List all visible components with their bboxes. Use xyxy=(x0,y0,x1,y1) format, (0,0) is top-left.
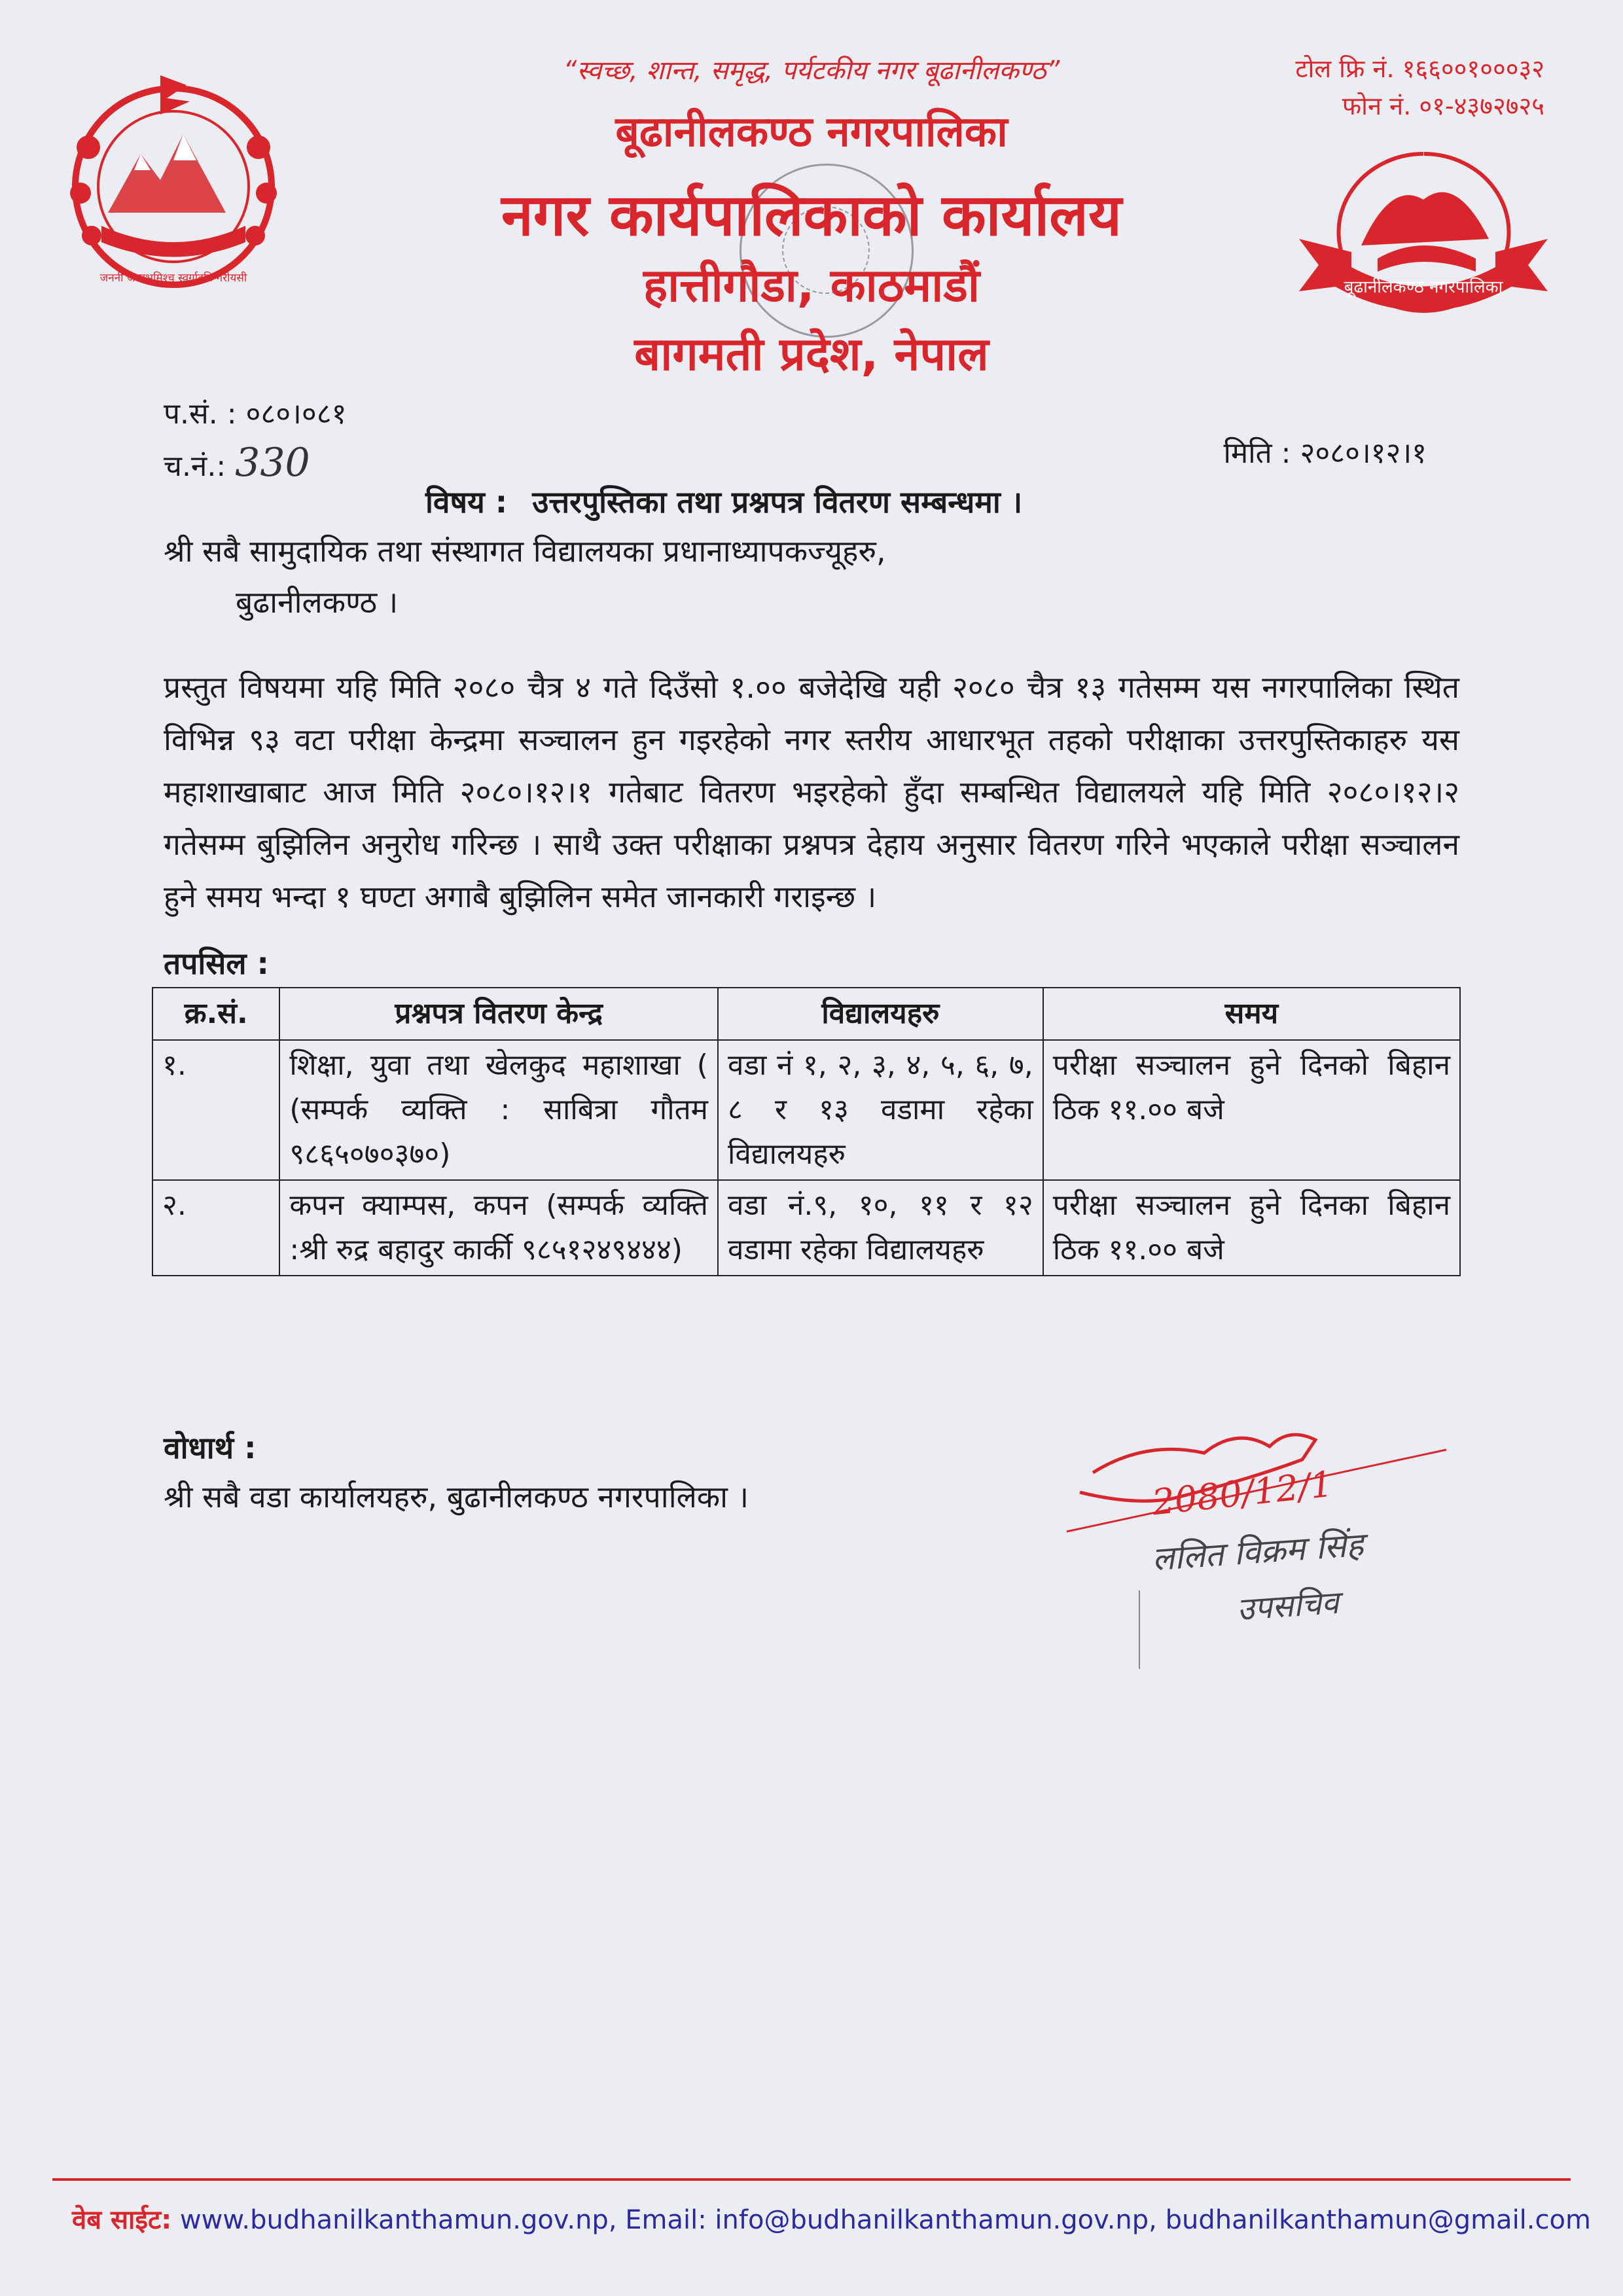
footer-contact xyxy=(72,2200,1591,2236)
table-row xyxy=(152,1180,1460,1276)
reference-label: प.सं. : xyxy=(164,397,237,431)
signatory-title: उपसचिव xyxy=(1236,1584,1340,1628)
dispatch-label: च.नं.: xyxy=(164,450,226,483)
letter-body: प्रस्तुत विषयमा यहि मिति २०८० चैत्र ४ गते दिउँसो १.०० बजेदेखि यही २०८० चैत्र १३ गतेसम्म यस नगरपालिका स्थित विभिन्न ९३ वटा परीक्षा केन्द्रमा सञ्चालन हुन गइरहेको नगर स्तरीय आधारभूत तहको परीक्षाका उत्तरपुस्तिकाहरु यस महाशाखाबाट आज मिति २०८०।१२।१ गतेबाट वितरण भइरहेको हुँदा सम्बन्धित विद्यालयले यहि मिति २०८०।१२।२ गतेसम्म बुझिलिन अनुरोध गरिन्छ । साथै उक्त परीक्षाका प्रश्नपत्र देहाय अनुसार वितरण गरिने भएकाले परीक्षा सञ्चालन हुने समय भन्दा १ घण्टा अगाबै बुझिलिन समेत जानकारी गराइन्छ । xyxy=(164,670,1459,914)
slogan: “स्वच्छ, शान्त, समृद्ध, पर्यटकीय नगर बूढानीलकण्ठ” xyxy=(563,56,1060,86)
cc-label: वोधार्थ : xyxy=(164,1430,257,1465)
date-label: मिति : xyxy=(1223,437,1291,470)
dispatch-value: 330 xyxy=(235,440,310,486)
row-time: परीक्षा सञ्चालन हुने दिनका बिहान ठिक ११.०० बजे xyxy=(1043,1180,1460,1276)
footer-divider xyxy=(52,2178,1571,2181)
subject-label: विषय : xyxy=(425,484,508,520)
addressee-line1: श्री सबै सामुदायिक तथा संस्थागत विद्यालयका प्रधानाध्यापकज्यूहरु, xyxy=(164,533,886,569)
province-name: बागमती प्रदेश, नेपाल xyxy=(634,327,989,381)
addressee-line2: बुढानीलकण्ठ । xyxy=(236,584,399,620)
distribution-table xyxy=(152,987,1461,1276)
dispatch-number xyxy=(164,440,310,486)
header-time: समय xyxy=(1043,988,1460,1040)
footer-links: www.budhanilkanthamun.gov.np, Email: info@budhanilkanthamun.gov.np, budhanilkanthamun@gmail.com xyxy=(179,2205,1591,2235)
schedule-label: तपसिल : xyxy=(164,946,269,981)
row-serial: १. xyxy=(152,1040,279,1180)
phone-number: फोन नं. ०१-४३७२७२५ xyxy=(1342,92,1544,120)
signature-date: 2080/12/1 xyxy=(1150,1463,1335,1524)
row-time: परीक्षा सञ्चालन हुने दिनको बिहान ठिक ११.०० बजे xyxy=(1043,1040,1460,1180)
municipality-name: बूढानीलकण्ठ नगरपालिका xyxy=(615,108,1008,156)
header-schools: विद्यालयहरु xyxy=(718,988,1043,1040)
row-schools: वडा नं १, २, ३, ४, ५, ६, ७, ८ र १३ वडामा रहेका विद्यालयहरु xyxy=(718,1040,1043,1180)
row-center: कपन क्याम्पस, कपन (सम्पर्क व्यक्ति :श्री रुद्र बहादुर कार्की ९८५१२४९४४४) xyxy=(279,1180,718,1276)
reference-value: ०८०।०८१ xyxy=(245,397,347,431)
header-serial: क्र.सं. xyxy=(152,988,279,1040)
letter-date xyxy=(1223,432,1427,471)
footer-label: वेब साईट: xyxy=(72,2205,172,2235)
row-center: शिक्षा, युवा तथा खेलकुद महाशाखा ( (सम्पर्क व्यक्ति : साबित्रा गौतम ९८६५०७०३७०) xyxy=(279,1040,718,1180)
header-center: प्रश्नपत्र वितरण केन्द्र xyxy=(279,988,718,1040)
emblem-motto: जननी जन्मभूमिश्च स्वर्गादपि गरीयसी xyxy=(99,272,247,285)
stamp-edge-divider xyxy=(1139,1590,1140,1669)
cc-text: श्री सबै वडा कार्यालयहरु, बुढानीलकण्ठ नगरपालिका । xyxy=(164,1479,749,1515)
logo-caption: बूढानीलकण्ठ नगरपालिका xyxy=(1344,278,1503,297)
office-name: नगर कार्यपालिकाको कार्यालय xyxy=(501,181,1122,249)
row-serial: २. xyxy=(152,1180,279,1276)
row-schools: वडा नं.९, १०, ११ र १२ वडामा रहेका विद्यालयहरु xyxy=(718,1180,1043,1276)
toll-free-number: टोल फ्रि नं. १६६००१०००३२ xyxy=(1295,54,1544,83)
subject-line xyxy=(425,481,1022,522)
table-header-row xyxy=(152,988,1460,1040)
subject-text: उत्तरपुस्तिका तथा प्रश्नपत्र वितरण सम्बन्धमा । xyxy=(532,484,1023,520)
reference-number xyxy=(164,393,347,432)
office-location: हात्तीगौडा, काठमाडौं xyxy=(643,259,980,312)
table-row xyxy=(152,1040,1460,1180)
signatory-name: ललित विक्रम सिंह xyxy=(1150,1525,1365,1579)
date-value: २०८०।१२।१ xyxy=(1300,437,1427,470)
